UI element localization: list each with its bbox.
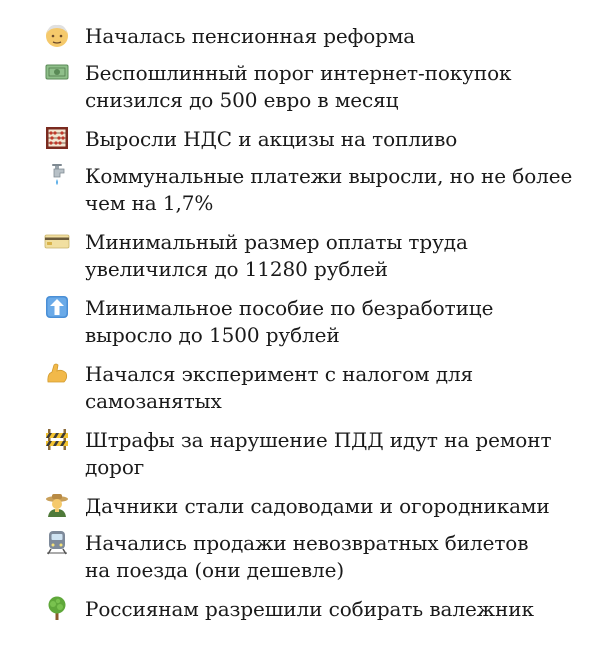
credit-card-icon (44, 228, 70, 254)
list-item (0, 591, 603, 628)
list-item (0, 158, 603, 224)
list-item (0, 422, 603, 488)
up-arrow-button-icon (44, 294, 70, 320)
item-text: Выросли НДС и акцизы на топливо (85, 127, 458, 151)
item-text: Коммунальные платежи выросли, но не более чем на 1,7% (85, 164, 573, 215)
item-text: Начались продажи невозвратных билетов на поезда (они дешевле) (85, 531, 529, 582)
item-text: Штрафы за нарушение ПДД идут на ремонт дорог (85, 428, 552, 479)
construction-barrier-icon (44, 426, 70, 452)
news-list (0, 18, 603, 628)
farmer-icon (44, 492, 70, 518)
item-text: Дачники стали садоводами и огородниками (85, 494, 550, 518)
older-person-face-icon (44, 22, 70, 48)
faucet-icon (44, 162, 70, 188)
item-text: Беспошлинный порог интернет-покупок снизился до 500 евро в месяц (85, 61, 512, 112)
item-text: Начался эксперимент с налогом для самозанятых (85, 362, 474, 413)
list-item (0, 290, 603, 356)
list-item (0, 55, 603, 121)
item-text: Минимальный размер оплаты труда увеличился до 11280 рублей (85, 230, 468, 281)
train-icon (44, 529, 70, 555)
banknote-icon (44, 59, 70, 85)
item-text: Началась пенсионная реформа (85, 24, 416, 48)
item-text: Минимальное пособие по безработице выросло до 1500 рублей (85, 296, 494, 347)
list-item (0, 224, 603, 290)
flexed-biceps-icon (44, 360, 70, 386)
abacus-icon (44, 125, 70, 151)
list-item (0, 121, 603, 158)
list-item (0, 18, 603, 55)
list-item (0, 525, 603, 591)
deciduous-tree-icon (44, 595, 70, 621)
item-text: Россиянам разрешили собирать валежник (85, 597, 534, 621)
list-item (0, 488, 603, 525)
list-item (0, 356, 603, 422)
